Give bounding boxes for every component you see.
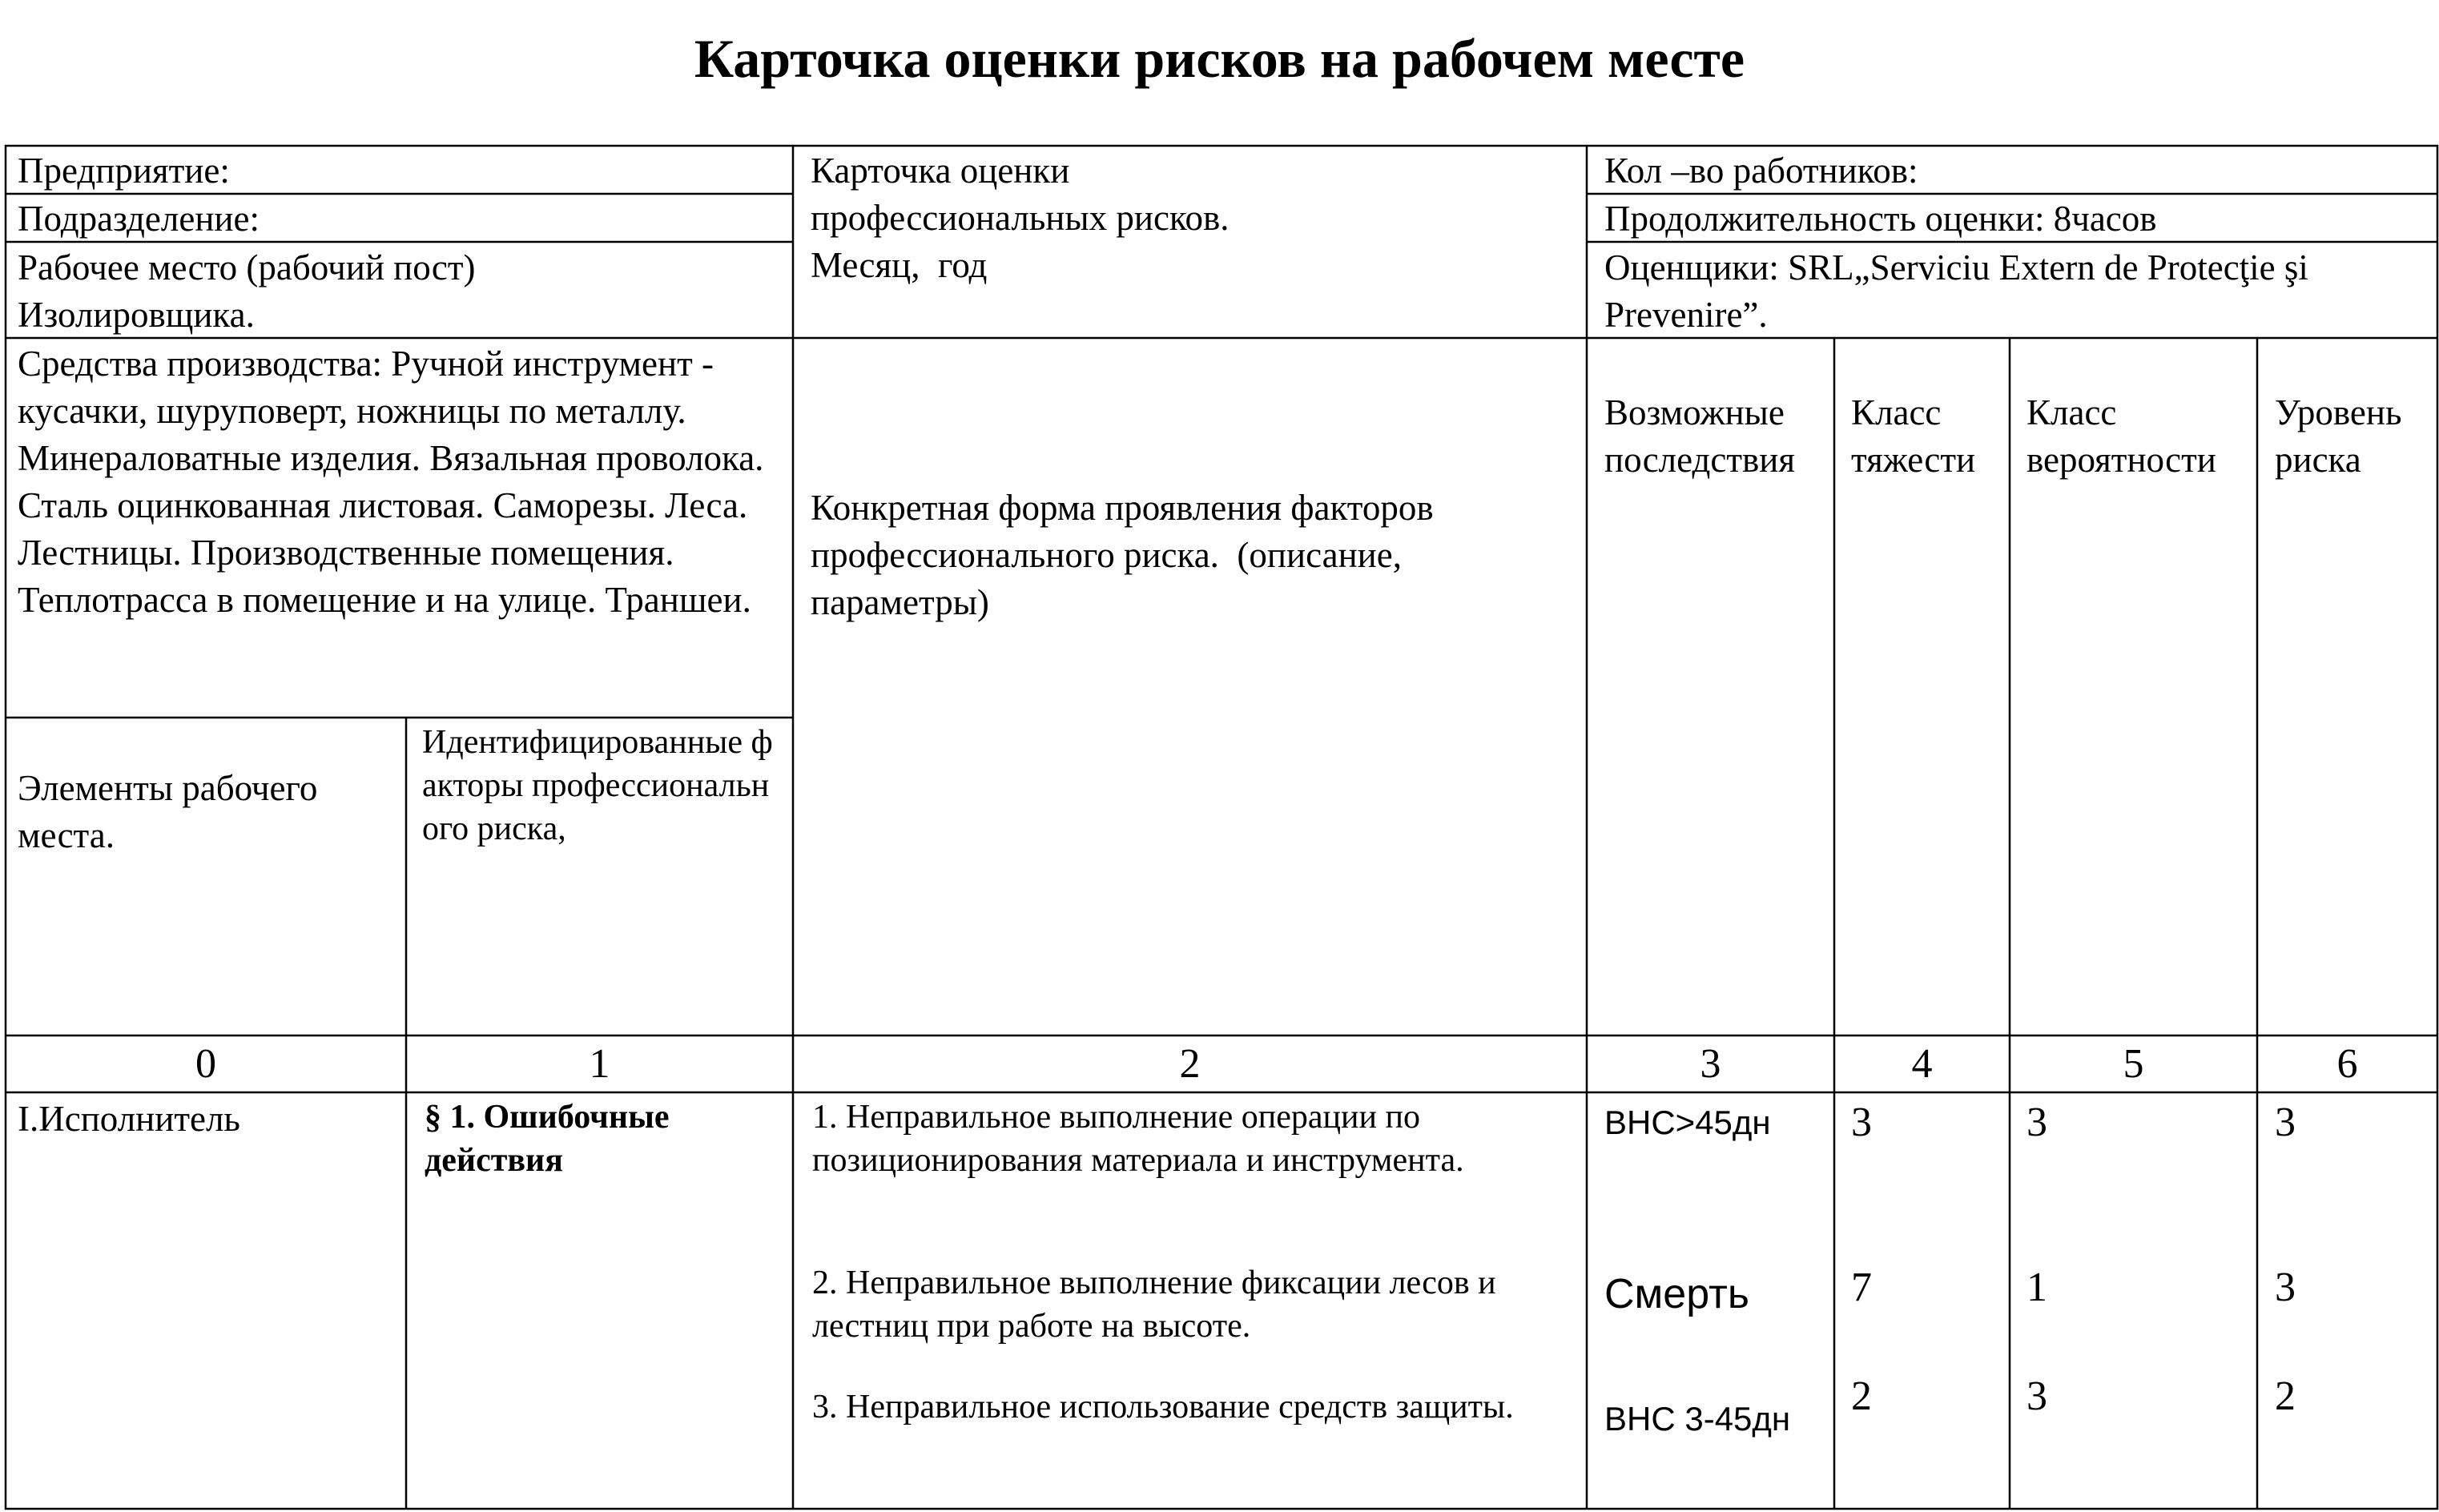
severity-2: 7 [1851, 1265, 1872, 1310]
column-number-6: 6 [2336, 1041, 2358, 1087]
probability-3: 3 [2026, 1373, 2047, 1419]
column-header-severity: Класс тяжести [1851, 392, 1976, 480]
column-number-3: 3 [1700, 1041, 1721, 1087]
risk-level-3: 2 [2275, 1373, 2296, 1419]
column-number-2: 2 [1179, 1041, 1201, 1087]
column-header-form: Конкретная форма проявления факторов профессионального риска. (описание, параметры) [811, 488, 1443, 622]
consequence-1: ВНС>45дн [1604, 1104, 1771, 1141]
workers-count-label: Кол –во работников: [1604, 151, 1918, 191]
enterprise-label: Предприятие: [18, 151, 230, 191]
row-element: I.Исполнитель [18, 1099, 240, 1139]
severity-1: 3 [1851, 1100, 1872, 1145]
risk-level-2: 3 [2275, 1265, 2296, 1310]
consequence-2: Смерть [1604, 1271, 1749, 1317]
page-title: Карточка оценки рисков на рабочем месте [694, 28, 1745, 89]
probability-2: 1 [2026, 1265, 2047, 1310]
column-number-4: 4 [1911, 1041, 1933, 1087]
card-label: Карточка оценки профессиональных рисков. Месяц, год [811, 151, 1230, 285]
column-number-1: 1 [589, 1041, 610, 1087]
risk-description-3: 3. Неправильное использование средств защиты. [812, 1389, 1514, 1426]
column-header-probability: Класс вероятности [2026, 392, 2216, 480]
column-header-elements: Элементы рабочего места. [18, 768, 327, 855]
risk-description-2: 2. Неправильное выполнение фиксации лесов и лестниц при работе на высоте. [812, 1265, 1505, 1345]
duration-label: Продолжительность оценки: 8часов [1604, 199, 2157, 239]
assessors-label: Оценщики: SRL„Serviciu Extern de Protecţie şi Prevenire”. [1604, 247, 2318, 335]
risk-description-1: 1. Неправильное выполнение операции по позиционирования материала и инструмента. [812, 1099, 1464, 1179]
means-of-production: Средства производства: Ручной инструмент - кусачки, шуруповерт, ножницы по металлу. Минераловатные изделия. Вязальная проволока. Сталь оцинкованная листовая. Саморезы. Леса. Лестницы. Производственные помещения. Теплотрасса в помещение и на улице. Траншеи. [18, 344, 773, 620]
consequence-3: ВНС 3-45дн [1604, 1400, 1791, 1438]
risk-level-1: 3 [2275, 1100, 2296, 1145]
column-header-factors: Идентифицированные факторы профессионального риска, [422, 724, 773, 847]
subdivision-label: Подразделение: [18, 199, 260, 239]
column-number-0: 0 [195, 1041, 216, 1087]
probability-1: 3 [2026, 1100, 2047, 1145]
column-header-risk-level: Уровень риска [2275, 392, 2411, 480]
workplace-label: Рабочее место (рабочий пост) Изолировщика. [18, 247, 485, 335]
column-header-consequences: Возможные последствия [1604, 392, 1796, 480]
severity-3: 2 [1851, 1373, 1872, 1419]
row-factor: § 1. Ошибочные действия [425, 1099, 678, 1179]
column-number-5: 5 [2123, 1041, 2144, 1087]
